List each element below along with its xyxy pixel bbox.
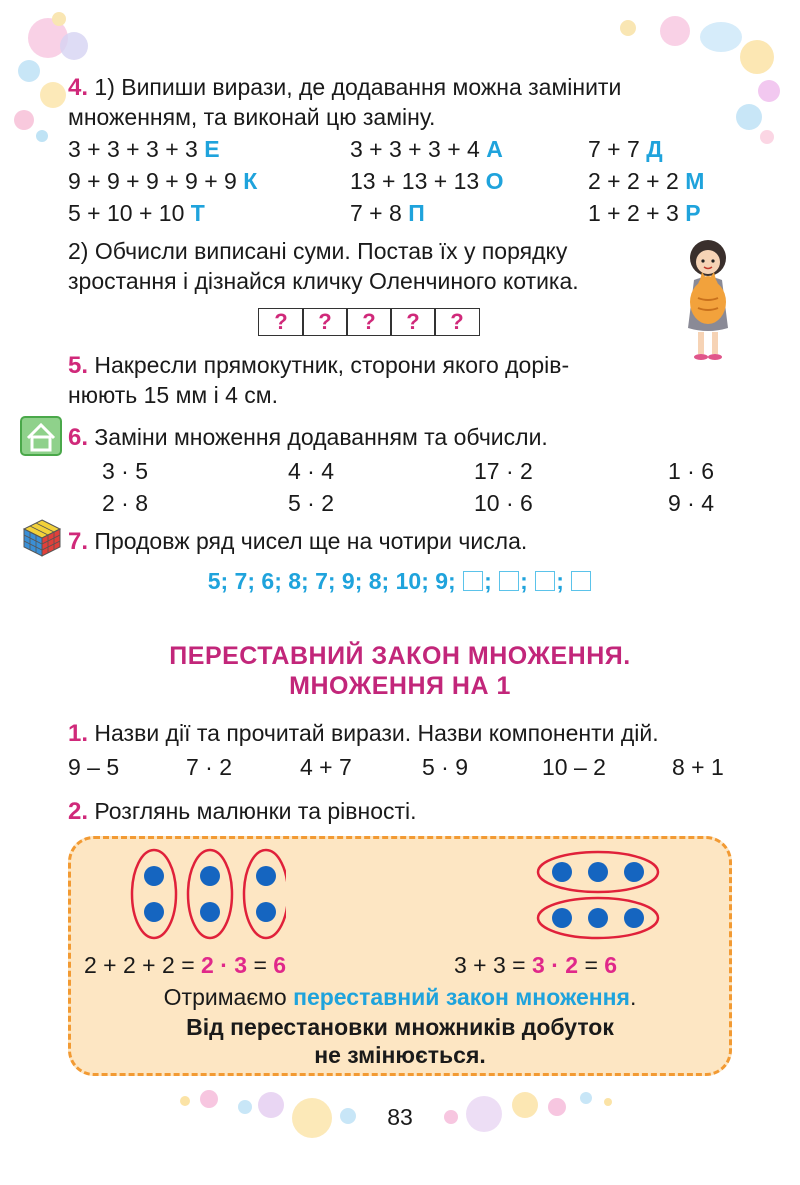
empty-square[interactable] [571,571,591,591]
s1-line: 1. Назви дії та прочитай вирази. Назви компоненти дій. [68,720,659,747]
rubik-cube-icon [22,518,62,558]
expr-item: 1 + 2 + 3 Р [588,200,701,226]
expr-item: 7 + 7 Д [588,136,663,162]
task4-part1: 1) Випиши вирази, де додавання можна замінити [94,74,622,100]
answer-box[interactable]: ? [390,308,436,336]
expr-item: 4 + 7 [300,754,352,780]
task7-line: 7. Продовж ряд чисел ще на чотири числа. [68,528,528,555]
expr-item: 8 + 1 [672,754,724,780]
answer-box[interactable]: ? [434,308,480,336]
task4-part2-line2: зростання і дізнайся кличку Оленчиного котика. [68,268,579,294]
task4-number: 4. [68,74,89,101]
answer-box[interactable]: ? [258,308,304,336]
expr-item: 2 + 2 + 2 М [588,168,705,194]
expr-item: 3 · 5 [102,458,149,484]
expr-item: 7 · 2 [186,754,233,780]
expr-item: 10 · 6 [474,490,533,516]
task7-number: 7. [68,528,89,555]
task5-number: 5. [68,352,89,379]
expr-item: 17 · 2 [474,458,533,484]
page-number: 83 [387,1104,413,1130]
task5-line2: нюють 15 мм і 4 см. [68,382,278,408]
s1-number: 1. [68,720,89,747]
s2-line: 2. Розглянь малюнки та рівності. [68,798,417,825]
answer-box[interactable]: ? [346,308,392,336]
expr-item: 9 – 5 [68,754,120,780]
expr-item: 7 + 8 П [350,200,425,226]
expr-item: 10 – 2 [542,754,606,780]
empty-square[interactable] [535,571,555,591]
expr-item: 13 + 13 + 13 О [350,168,504,194]
section-title-line2: МНОЖЕННЯ НА 1 [289,672,511,700]
dots-groups-horizontal [536,850,660,940]
expr-item: 4 · 4 [288,458,335,484]
section-title-line1: ПЕРЕСТАВНИЙ ЗАКОН МНОЖЕННЯ. [169,642,631,670]
expr-item: 3 + 3 + 3 + 4 А [350,136,503,162]
answer-box[interactable]: ? [302,308,348,336]
equation-2: 3 + 3 = 3 · 2 = 6 [454,952,618,978]
girl-with-cat-illustration [676,236,746,366]
expr-item: 2 · 8 [102,490,149,516]
expr-item: 9 · 4 [668,490,715,516]
dots-groups-vertical [126,848,286,944]
home-icon [20,416,62,456]
law-statement: Отримаємо переставний закон множення. [163,984,637,1010]
task6-number: 6. [68,424,89,451]
task4-part2: 2) Обчисли виписані суми. Постав їх у порядку [68,238,568,264]
expr-item: 5 · 2 [288,490,335,516]
task5-line1: 5. Накресли прямокутник, сторони якого дорів- [68,352,570,379]
expr-item: 3 + 3 + 3 + 3 Е [68,136,220,162]
task4-line1 [68,72,621,103]
empty-square[interactable] [463,571,483,591]
expr-item: 1 · 6 [668,458,715,484]
equation-1: 2 + 2 + 2 = 2 · 3 = 6 [84,952,287,978]
expr-item: 5 · 9 [422,754,469,780]
task6-line: 6. Заміни множення додаванням та обчисли. [68,424,548,451]
task4-part1-line2: множенням, та виконай цю заміну. [68,104,436,130]
s2-number: 2. [68,798,89,825]
rule-line2: не змінюється. [314,1042,486,1068]
rule-line1: Від перестановки множників добуток [186,1014,614,1040]
expr-item: 5 + 10 + 10 Т [68,200,205,226]
task7-sequence: 5; 7; 6; 8; 7; 9; 8; 10; 9; ; ; ; [0,566,800,596]
empty-square[interactable] [499,571,519,591]
expr-item: 9 + 9 + 9 + 9 + 9 К [68,168,258,194]
